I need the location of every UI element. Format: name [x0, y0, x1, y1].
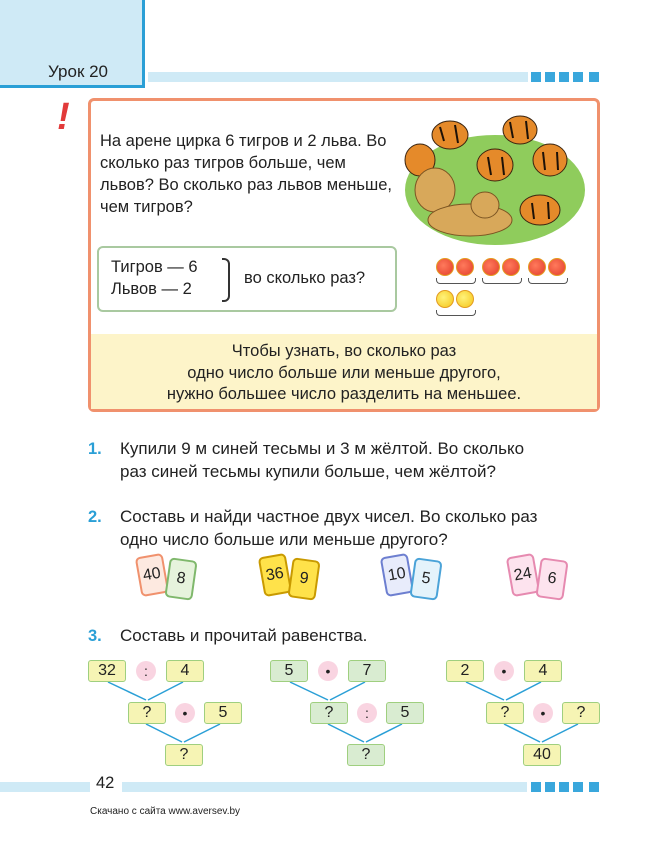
number-card: 8: [164, 557, 197, 601]
task-line: раз синей тесьмы купили больше, чем жёлтой?: [120, 462, 496, 481]
footer-strip: [0, 782, 90, 792]
tree-cell: ?: [310, 702, 348, 724]
operator: •: [494, 661, 514, 681]
task-line: Составь и прочитай равенства.: [120, 626, 368, 645]
bracket: [222, 258, 230, 302]
task-text: [120, 505, 537, 551]
number-card: 9: [287, 557, 320, 601]
tree-cell: 2: [446, 660, 484, 682]
number-card: 6: [535, 557, 568, 601]
tigers-lions-illustration: [400, 105, 590, 250]
short-record: [97, 246, 397, 312]
header-strip: [148, 72, 528, 82]
lesson-title: Урок 20: [48, 62, 109, 81]
footer-square: [559, 782, 569, 792]
tiger-circle: [502, 258, 520, 276]
task-number: 3.: [88, 627, 102, 645]
exclamation-icon: !: [57, 96, 70, 138]
tree-cell: 4: [524, 660, 562, 682]
tree-cell: 7: [348, 660, 386, 682]
tree-cell: 5: [386, 702, 424, 724]
operator: :: [357, 703, 377, 723]
tree-cell: 4: [166, 660, 204, 682]
rule-text: [91, 334, 597, 409]
task-number: 2.: [88, 508, 102, 526]
tiger-circle: [456, 258, 474, 276]
lion-circle: [456, 290, 474, 308]
card-pair: [258, 553, 328, 603]
number-card: 24: [506, 553, 541, 597]
tree-cell: ?: [165, 744, 203, 766]
short-question: во сколько раз?: [244, 269, 366, 287]
rule-line: нужно большее число разделить на меньшее.: [166, 385, 522, 403]
tiger-circle: [528, 258, 546, 276]
task-number: 1.: [88, 440, 102, 458]
tree-cell: ?: [486, 702, 524, 724]
page-number: 42: [96, 774, 115, 792]
number-card: 5: [409, 557, 442, 601]
footer-strip: [122, 782, 527, 792]
operator: •: [318, 661, 338, 681]
operator: •: [533, 703, 553, 723]
lion-circle: [436, 290, 454, 308]
rule-line: одно число больше или меньше другого,: [187, 363, 501, 382]
footer-square: [573, 782, 583, 792]
equation-tree: [446, 658, 606, 768]
group-brace: [528, 278, 568, 284]
tree-cell: ?: [128, 702, 166, 724]
tiger-circle: [548, 258, 566, 276]
operator: :: [136, 661, 156, 681]
equation-tree: [270, 658, 430, 768]
tree-cell: ?: [562, 702, 600, 724]
number-card: 40: [135, 553, 170, 597]
task-text: [120, 437, 524, 483]
short-line-tigers: Тигров — 6: [111, 258, 198, 276]
header-square: [531, 72, 541, 82]
source-note: Скачано с сайта www.aversev.by: [90, 806, 241, 817]
task-line: Составь и найди частное двух чисел. Во сколько раз: [120, 507, 538, 526]
task-text: [120, 624, 367, 647]
header-square: [545, 72, 555, 82]
tiger-circle: [482, 258, 500, 276]
tree-cell: ?: [347, 744, 385, 766]
operator: •: [175, 703, 195, 723]
header-square: [559, 72, 569, 82]
task-line: Купили 9 м синей тесьмы и 3 м жёлтой. Во сколько: [120, 439, 525, 458]
card-pair: [506, 553, 576, 603]
footer-square: [589, 782, 599, 792]
short-line-lions: Львов — 2: [111, 280, 192, 298]
group-brace: [436, 310, 476, 316]
rule-line: Чтобы узнать, во сколько раз: [231, 342, 457, 360]
card-pair: [380, 553, 450, 603]
footer-square: [545, 782, 555, 792]
footer-square: [531, 782, 541, 792]
number-card: 10: [380, 553, 415, 597]
group-brace: [482, 278, 522, 284]
tree-cell: 5: [270, 660, 308, 682]
tiger-circle: [436, 258, 454, 276]
task-line: одно число больше или меньше другого?: [120, 530, 448, 549]
tree-cell: 40: [523, 744, 561, 766]
group-brace: [436, 278, 476, 284]
header-square: [589, 72, 599, 82]
equation-tree: [88, 658, 248, 768]
card-pair: [135, 553, 205, 603]
header-square: [573, 72, 583, 82]
intro-problem: На арене цирка 6 тигров и 2 льва. Во сколько раз тигров больше, чем львов? Во сколько раз львов меньше, чем тигров?: [100, 132, 393, 216]
tree-cell: 32: [88, 660, 126, 682]
tree-cell: 5: [204, 702, 242, 724]
number-card: 36: [258, 553, 293, 597]
